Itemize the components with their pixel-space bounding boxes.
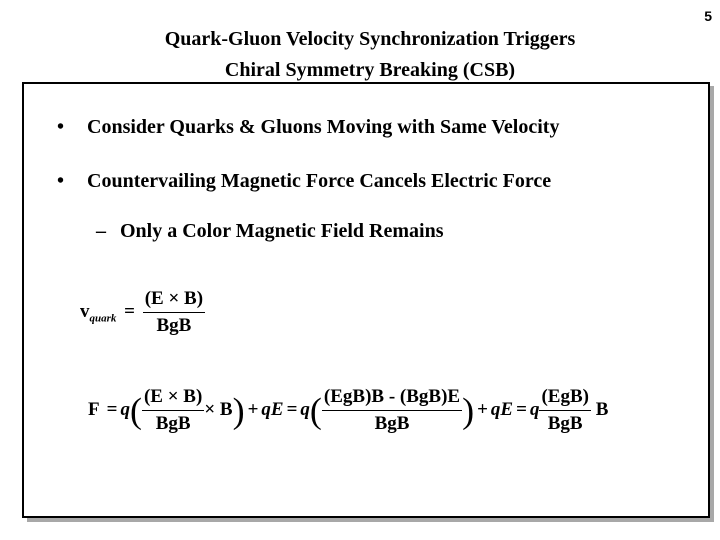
eq2-paren-close-2: ) [462,390,475,431]
eq2-frac1-denominator: BgB [142,410,204,435]
eq2-q-1: q [120,398,130,420]
eq2-paren-open-2: ( [309,390,322,431]
eq2-cross-b: × B [204,398,233,420]
eq1-fraction [143,288,205,337]
eq2-frac2-numerator: (EgB)B - (BgB)E [323,386,461,407]
eq2-frac3-numerator: (EgB) [541,386,589,407]
eq2-fraction-1 [142,386,204,435]
eq1-equals: = [124,300,135,322]
eq2-fraction-2 [322,386,462,435]
sub-bullet-text: Only a Color Magnetic Field Remains [120,220,444,242]
eq2-frac3-denominator: BgB [539,410,591,435]
eq2-q-2: q [300,398,310,420]
eq2-q-3: q [529,398,540,420]
slide-title [40,24,700,86]
eq1-numerator: (E × B) [144,288,204,309]
eq2-plus-2: + [477,398,488,420]
eq2-frac1-numerator: (E × B) [143,386,203,407]
title-line-1: Quark-Gluon Velocity Synchronization Triggers [164,28,576,50]
bullet-item [57,116,559,139]
bullet-item [57,170,551,193]
eq2-fraction-3 [539,386,591,435]
title-line-2: Chiral Symmetry Breaking (CSB) [224,59,516,81]
sub-bullet-mark: – [96,220,106,242]
eq2-paren-open-1: ( [129,390,142,431]
bullet-mark: • [57,170,65,192]
eq1-lhs-subscript: quark [89,312,117,325]
eq2-plus-1: + [247,398,259,420]
bullet-text: Consider Quarks & Gluons Moving with Same Velocity [87,116,560,138]
eq2-paren-close-1: ) [232,390,245,431]
eq2-qE-1: qE [261,398,284,420]
eq2-equals-2: = [286,398,298,420]
eq2-frac2-denominator: BgB [322,410,462,435]
eq2-qE-2: qE [490,398,514,420]
page-number: 5 [704,8,712,24]
equation-quark-velocity [80,288,205,337]
eq2-F: F [88,398,99,420]
eq2-equals-3: = [516,398,527,420]
eq2-equals-1: = [106,398,118,420]
bullet-mark: • [57,116,65,138]
eq1-lhs: v [80,300,90,322]
eq1-denominator: BgB [143,312,205,337]
bullet-text: Countervailing Magnetic Force Cancels Electric Force [87,170,552,192]
eq2-tail-b: B [595,398,609,420]
equation-force [88,386,608,435]
sub-bullet-item [96,220,444,243]
